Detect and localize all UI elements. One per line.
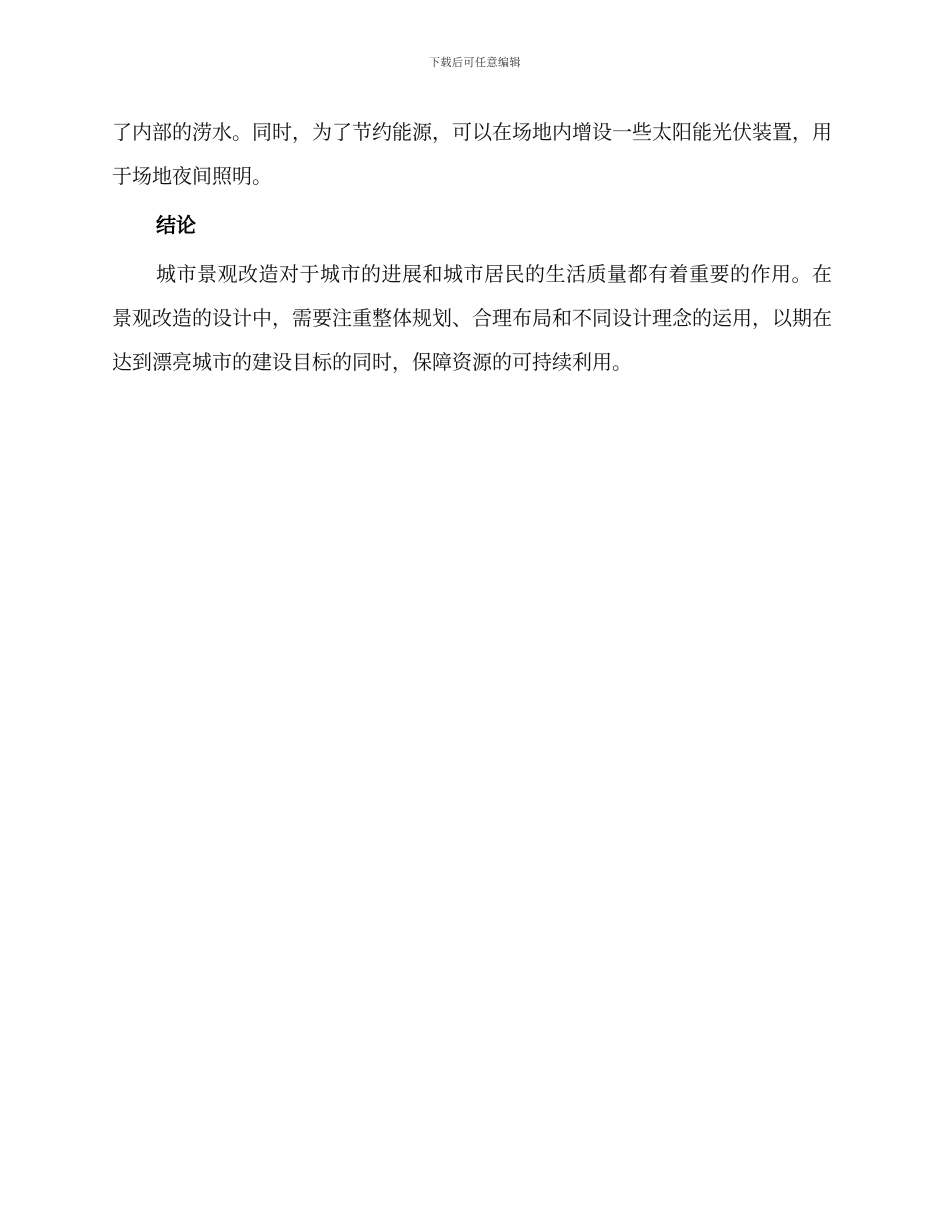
body-paragraph-continued: 了内部的涝水。同时，为了节约能源，可以在场地内增设一些太阳能光伏装置，用于场地夜间照明。	[112, 120, 832, 188]
body-paragraph-conclusion: 城市景观改造对于城市的进展和城市居民的生活质量都有着重要的作用。在景观改造的设计中，需要注重整体规划、合理布局和不同设计理念的运用，以期在达到漂亮城市的建设目标的同时，保障资源的可持续利用。	[112, 262, 832, 374]
page-header: 下载后可任意编辑	[429, 56, 521, 69]
section-heading-conclusion: 结论	[156, 213, 196, 237]
document-body	[112, 110, 832, 384]
